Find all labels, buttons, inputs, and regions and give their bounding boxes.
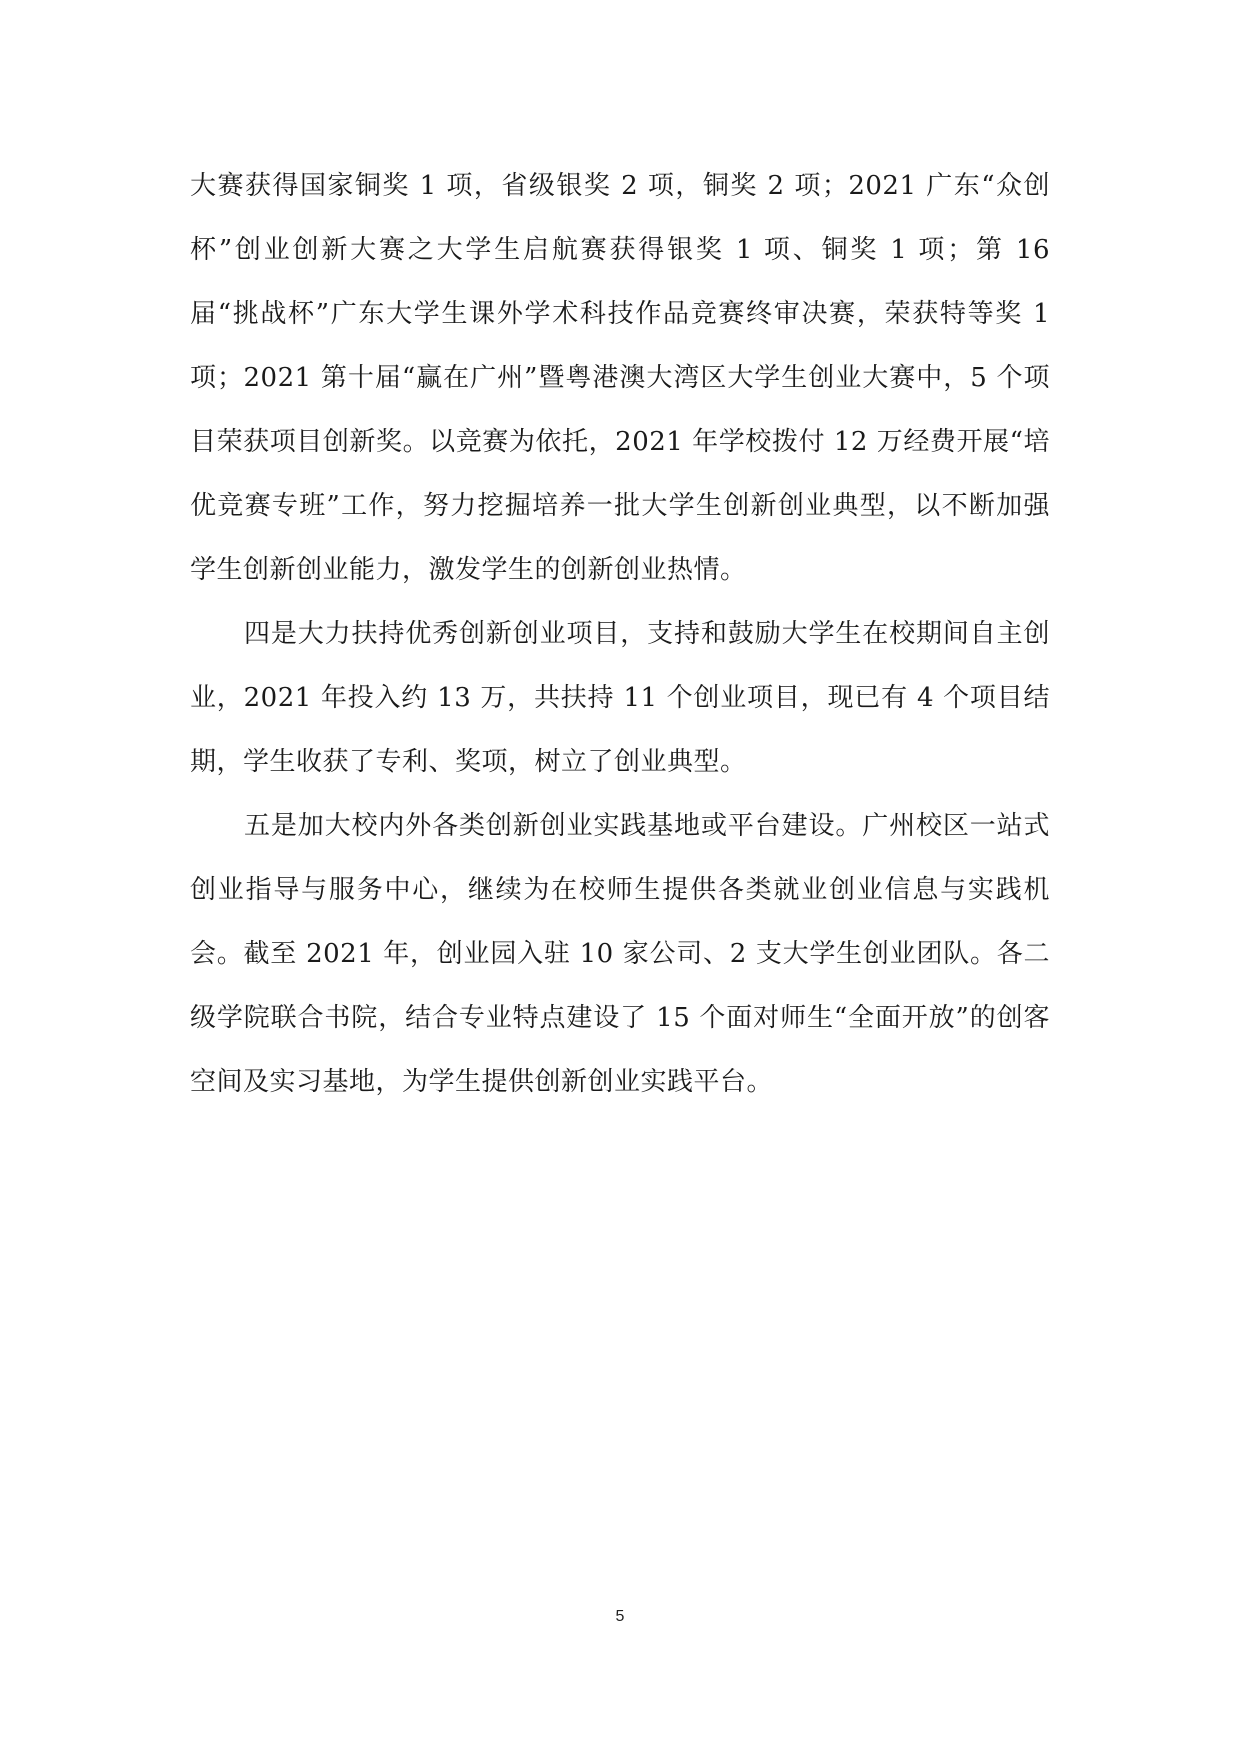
document-body bbox=[190, 154, 1050, 1114]
paragraph-competition-awards: 大赛获得国家铜奖 1 项，省级银奖 2 项，铜奖 2 项；2021 广东“众创杯”创业创新大赛之大学生启航赛获得银奖 1 项、铜奖 1 项；第 16 届“挑战杯”广东大学生课外学术科技作品竞赛终审决赛，荣获特等奖 1 项；2021 第十届“赢在广州”暨粤港澳大湾区大学生创业大赛中，5 个项目荣获项目创新奖。以竞赛为依托，2021 年学校拨付 12 万经费开展“培优竞赛专班”工作，努力挖掘培养一批大学生创新创业典型，以不断加强学生创新创业能力，激发学生的创新创业热情。 bbox=[190, 171, 1050, 585]
page-number: 5 bbox=[615, 1608, 625, 1625]
paragraph-startup-support: 四是大力扶持优秀创新创业项目，支持和鼓励大学生在校期间自主创业，2021 年投入约 13 万，共扶持 11 个创业项目，现已有 4 个项目结期，学生收获了专利、奖项，树立了创业典型。 bbox=[190, 619, 1050, 777]
paragraph-practice-bases: 五是加大校内外各类创新创业实践基地或平台建设。广州校区一站式创业指导与服务中心，继续为在校师生提供各类就业创业信息与实践机会。截至 2021 年，创业园入驻 10 家公司、2 支大学生创业团队。各二级学院联合书院，结合专业特点建设了 15 个面对师生“全面开放”的创客空间及实习基地，为学生提供创新创业实践平台。 bbox=[190, 811, 1050, 1097]
